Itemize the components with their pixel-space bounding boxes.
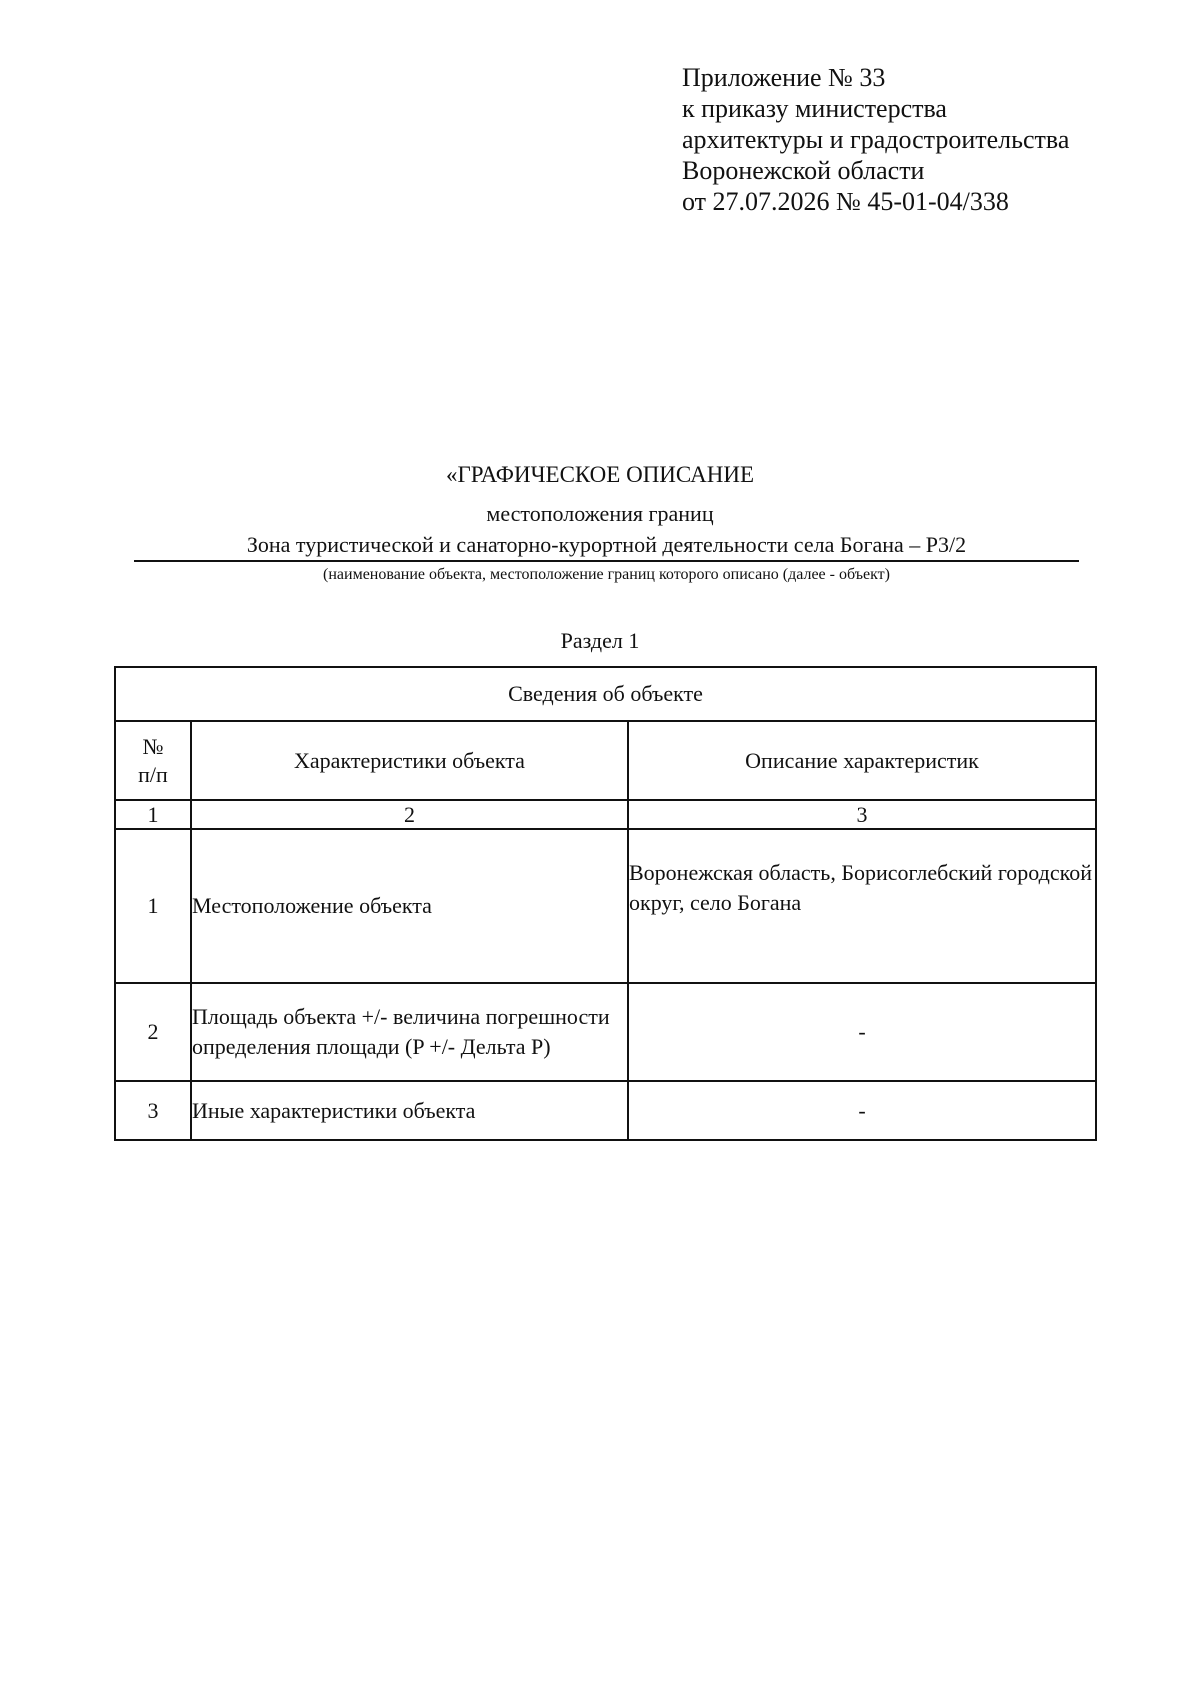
row-characteristic: Площадь объекта +/- величина погрешности определения площади (P +/- Дельта P): [191, 983, 628, 1081]
row-characteristic: Местоположение объекта: [191, 829, 628, 983]
object-name: Зона туристической и санаторно-курортной деятельности села Богана – Р3/2: [246, 532, 967, 557]
appendix-region: Воронежской области: [682, 156, 925, 185]
appendix-date-number: от 27.07.2026 № 45-01-04/338: [682, 187, 1009, 216]
header-characteristics: Характеристики объекта: [191, 721, 628, 800]
object-name-underline: [134, 560, 1079, 562]
row-number: 1: [115, 829, 191, 983]
appendix-number: Приложение № 33: [682, 63, 886, 92]
object-info-table: [114, 666, 1097, 1141]
table-row: [115, 829, 1096, 983]
header-number: [115, 721, 191, 800]
appendix-ministry: архитектуры и градостроительства: [682, 125, 1070, 154]
row-number: 3: [115, 1081, 191, 1140]
table-row: [115, 1081, 1096, 1140]
appendix-block: [682, 62, 1152, 217]
table-caption-row: [115, 667, 1096, 721]
table-header-row: [115, 721, 1096, 800]
row-description: -: [628, 1081, 1096, 1140]
object-name-caption: (наименование объекта, местоположение границ которого описано (далее - объект): [323, 566, 890, 583]
column-index: 3: [628, 800, 1096, 829]
document-title: «ГРАФИЧЕСКОЕ ОПИСАНИЕ: [445, 462, 754, 487]
section-label: Раздел 1: [560, 628, 640, 653]
header-description: Описание характеристик: [628, 721, 1096, 800]
row-description: -: [628, 983, 1096, 1081]
row-characteristic: Иные характеристики объекта: [191, 1081, 628, 1140]
table-caption: Сведения об объекте: [115, 667, 1096, 721]
column-index-row: [115, 800, 1096, 829]
header-number-sign: №: [142, 733, 164, 759]
table-row: [115, 983, 1096, 1081]
row-number: 2: [115, 983, 191, 1081]
row-description: Воронежская область, Борисоглебский городской округ, село Богана: [628, 829, 1096, 983]
column-index: 2: [191, 800, 628, 829]
document-subtitle: местоположения границ: [486, 501, 714, 526]
header-number-pp: п/п: [138, 761, 168, 787]
appendix-order-ref: к приказу министерства: [682, 94, 947, 123]
column-index: 1: [115, 800, 191, 829]
